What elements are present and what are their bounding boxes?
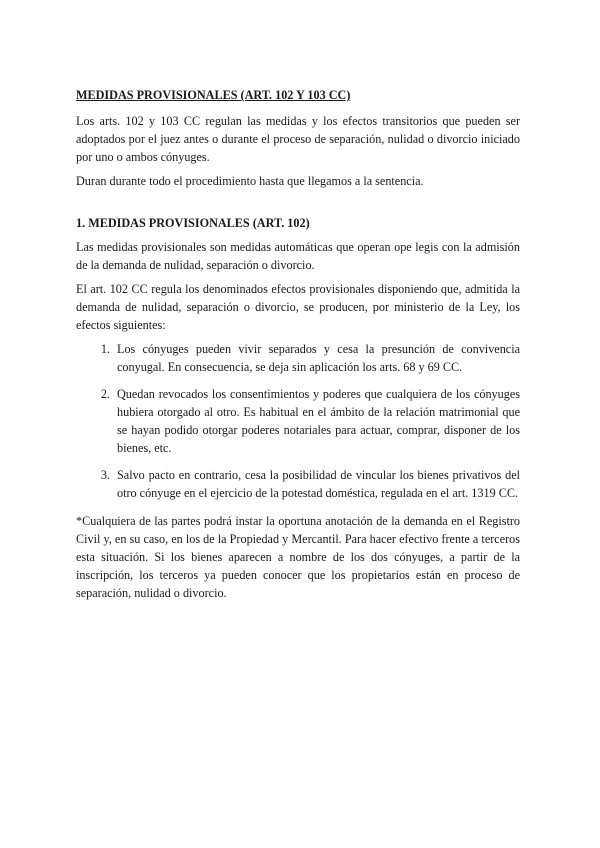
- document-title: MEDIDAS PROVISIONALES (ART. 102 Y 103 CC): [76, 88, 351, 102]
- definition-paragraph: Las medidas provisionales son medidas automáticas que operan ope legis con la admisión de la demanda de nulidad, separación o divorcio.: [76, 240, 520, 272]
- article-paragraph: El art. 102 CC regula los denominados efectos provisionales disponiendo que, admitida la demanda de nulidad, separación o divorcio, se producen, por ministerio de la Ley, los efectos siguientes:: [76, 282, 520, 332]
- section-heading: 1. MEDIDAS PROVISIONALES (ART. 102): [76, 216, 310, 230]
- intro-paragraph: Los arts. 102 y 103 CC regulan las medidas y los efectos transitorios que pueden ser adoptados por el juez antes o durante el proceso de separación, nulidad o divorcio iniciado por uno o ambos cónyuges.: [76, 114, 520, 164]
- list-item: 3. Salvo pacto en contrario, cesa la posibilidad de vincular los bienes privativos del otro cónyuge en el ejercicio de la potestad doméstica, regulada en el art. 1319 CC.: [113, 466, 520, 502]
- effects-list: [76, 340, 520, 502]
- list-item: 2. Quedan revocados los consentimientos y poderes que cualquiera de los cónyuges hubiera otorgado al otro. Es habitual en el ámbito de la relación matrimonial que se hayan podido otorgar poderes notariales para actuar, comprar, disponer de los bienes, etc.: [113, 385, 520, 457]
- duration-paragraph: Duran durante todo el procedimiento hasta que llegamos a la sentencia.: [76, 174, 424, 188]
- list-item: 1. Los cónyuges pueden vivir separados y cesa la presunción de convivencia conyugal. En consecuencia, se deja sin aplicación los arts. 68 y 69 CC.: [113, 340, 520, 376]
- note-paragraph: *Cualquiera de las partes podrá instar la oportuna anotación de la demanda en el Registro Civil y, en su caso, en los de la Propiedad y Mercantil. Para hacer efectivo frente a terceros esta situación. Si los bienes aparecen a nombre de los dos cónyuges, a partir de la inscripción, los terceros ya pueden conocer que los propietarios están en proceso de separación, nulidad o divorcio.: [76, 514, 520, 600]
